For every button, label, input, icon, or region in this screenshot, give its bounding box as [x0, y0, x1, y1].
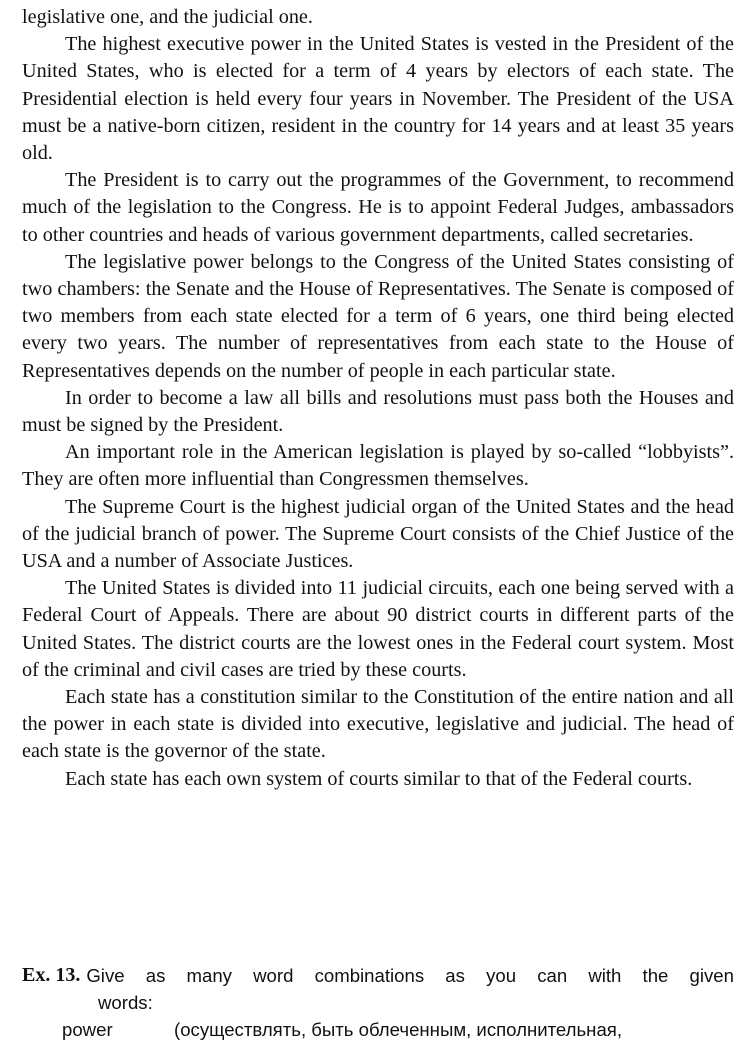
exercise-13 [22, 962, 734, 1043]
exercise-label: Ex. 13. [22, 964, 81, 986]
paragraph-executive-power: The highest executive power in the United States is vested in the President of the United States, who is elected for a term of 4 years by electors of each state. The Presidential election is held every four years in November. The President of the USA must be a native-born citizen, resident in the country for 14 years and at least 35 years old. [22, 33, 734, 165]
paragraph-state-constitution: Each state has a constitution similar to the Constitution of the entire nation and all the power in each state is divided into executive, legislative and judicial. The head of each state is the governor of the state. [22, 686, 734, 763]
paragraph-state-courts: Each state has each own system of courts similar to that of the Federal courts. [65, 767, 693, 790]
paragraph-judicial-circuits: The United States is divided into 11 judicial circuits, each one being served with a Federal Court of Appeals. There are about 90 district courts in different parts of the United States. The district courts are the lowest ones in the Federal court system. Most of the criminal and civil cases are tried by these courts. [22, 577, 734, 681]
exercise-instruction-continued: words: [98, 992, 153, 1013]
vocab-row [22, 1016, 734, 1043]
paragraph-continuation: legislative one, and the judicial one. [22, 6, 313, 28]
document-body [22, 4, 734, 793]
paragraph-supreme-court: The Supreme Court is the highest judicial organ of the United States and the head of the judicial branch of power. The Supreme Court consists of the Chief Justice of the USA and a number of Associate Justices. [22, 495, 734, 573]
exercise-instruction [22, 962, 734, 989]
paragraph-bills-resolutions: In order to become a law all bills and resolutions must pass both the Houses and must be signed by the President. [22, 386, 734, 437]
paragraph-lobbyists: An important role in the American legislation is played by so-called “lobbyists”. They are often more influential than Congressmen themselves. [22, 441, 734, 491]
exercise-instruction-text: Give as many word combinations as you can with the given [86, 965, 734, 986]
vocab-word: power [62, 1019, 113, 1040]
paragraph-president-duties: The President is to carry out the programmes of the Government, to recommend much of the legislation to the Congress. He is to appoint Federal Judges, ambassadors to other countries and heads of various government departments, called secretaries. [22, 169, 734, 246]
vocab-hint: (осуществлять, быть облеченным, исполнительная, [174, 1019, 623, 1040]
paragraph-legislative-power: The legislative power belongs to the Congress of the United States consisting of two chambers: the Senate and the House of Representatives. The Senate is composed of two members from each state elected for a term of 6 years, one third being elected every two years. The number of representatives from each state to the House of Representatives depends on the number of people in each particular state. [22, 250, 734, 382]
